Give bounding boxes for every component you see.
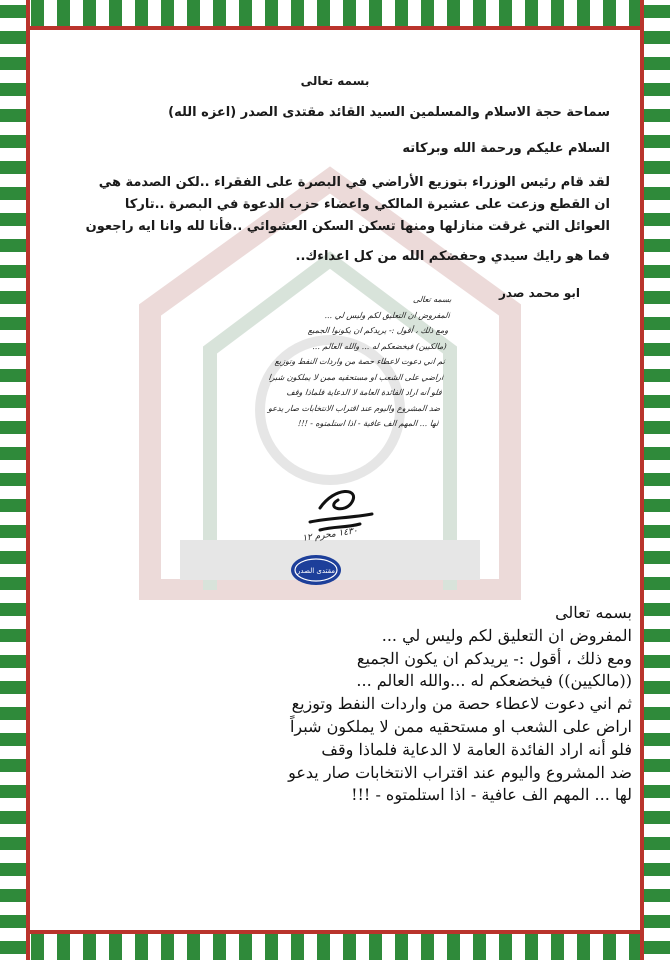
seal-stamp-text: مقتدى الصدر — [297, 567, 335, 575]
handwritten-line: ضد المشروع واليوم عند اقتراب الانتخابات صار يدعو — [267, 403, 441, 413]
letter-closing: فما هو رايك سيدي وحفضكم الله من كل اعداءك.. — [295, 249, 610, 264]
transcript-line: المفروض ان التعليق لكم وليس لي ... — [381, 625, 632, 645]
handwritten-line: (مالكيين) فيخضعكم له ... والله العالم ... — [312, 341, 448, 351]
handwritten-reply — [248, 292, 453, 432]
handwritten-line: المفروض ان التعليق لكم وليس لي ... — [324, 310, 451, 320]
letter-body — [60, 172, 610, 238]
letter-greeting: السلام عليكم ورحمة الله وبركاته — [402, 141, 610, 156]
handwritten-line: ومع ذلك ، أقول :- يريدكم ان يكونوا الجميع — [307, 326, 449, 335]
decorative-border-bottom — [0, 930, 670, 960]
decorative-border-right — [640, 0, 670, 960]
letter-body-line: لقد قام رئيس الوزراء بتوزيع الأراضي في البصرة على الفقراء ..لكن الصدمة هي — [98, 175, 610, 190]
transcript-line: اراض على الشعب او مستحقيه ممن لا يملكون شبراً — [289, 716, 632, 736]
handwritten-line: فلو أنه اراد الفائدة العامة لا الدعاية فلماذا وقف — [285, 388, 443, 397]
letter-body-line: ان القطع وزعت على عشيرة المالكي واعضاء حزب الدعوة في البصرة ..تاركا — [124, 197, 610, 212]
handwritten-line: بسمه تعالى — [412, 295, 453, 304]
transcript-line: ضد المشروع واليوم عند اقتراب الانتخابات صار يدعو — [288, 762, 632, 782]
transcript-line: لها ... المهم الف عافية - اذا استلمتوه - !!! — [351, 785, 632, 805]
transcript — [40, 602, 632, 807]
handwritten-date: ١٤٣٠ محرم ١٢ — [301, 526, 359, 544]
transcript-line: بسمه تعالى — [555, 603, 632, 622]
handwritten-line: لها ... المهم الف عافية - اذا استلمتوه - !!! — [297, 419, 439, 428]
letter-body-line: العوائل التي غرقت منازلها ومنها تسكن السكن العشوائي ..فأنا لله وانا ايه راجعون — [85, 219, 610, 234]
handwritten-line: ثم اني دعوت لاعطاء حصة من واردات النفط وتوزيع — [274, 357, 446, 366]
decorative-border-top — [0, 0, 670, 30]
decorative-border-left — [0, 0, 30, 960]
transcript-line: فلو أنه اراد الفائدة العامة لا الدعاية فلماذا وقف — [321, 739, 632, 759]
letter — [60, 70, 610, 304]
handwritten-line: اراضي على الشعب او مستحقيه ممن لا يملكون شبرا — [268, 372, 444, 382]
transcript-line: ثم اني دعوت لاعطاء حصة من واردات النفط وتوزيع — [291, 694, 632, 714]
letter-signature: ابو محمد صدر — [499, 286, 580, 300]
letter-heading: بسمه تعالى — [300, 74, 370, 88]
seal-stamp-icon — [289, 553, 343, 587]
transcript-line: ومع ذلك ، أقول :- يريدكم ان يكون الجميع — [356, 648, 632, 668]
letter-addressee: سماحة حجة الاسلام والمسلمين السيد القائد مقتدى الصدر (اعزه الله) — [168, 105, 610, 120]
transcript-line: ((مالكيين)) فيخضعكم له ...والله العالم ... — [356, 671, 632, 691]
